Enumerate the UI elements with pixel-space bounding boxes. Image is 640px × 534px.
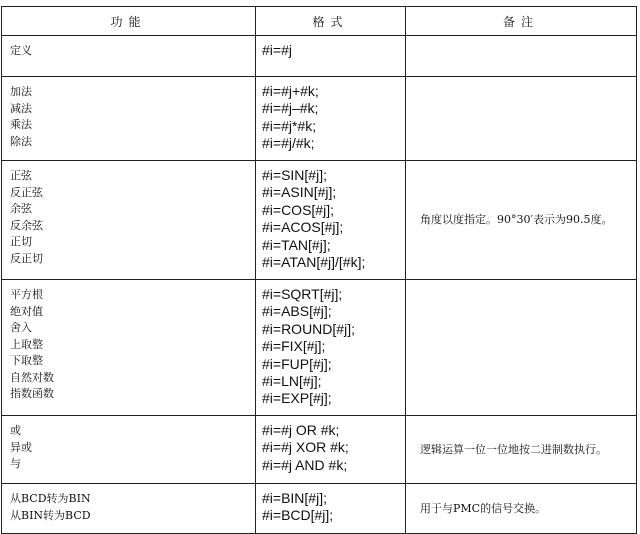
table-row	[2, 77, 637, 161]
function-name: 定义	[10, 44, 32, 57]
function-name: 乘法	[10, 118, 32, 131]
format-cell	[256, 484, 406, 534]
header-remarks: 备注	[406, 7, 637, 36]
format-line: #i=#j XOR #k;	[262, 439, 349, 456]
function-cell	[2, 416, 256, 484]
format-line: #i=#j AND #k;	[262, 456, 348, 473]
format-line: #i=ROUND[#j];	[262, 320, 355, 337]
header-function: 功能	[2, 7, 256, 36]
table-row	[2, 280, 637, 416]
function-name: 正弦	[10, 169, 32, 182]
format-cell	[256, 416, 406, 484]
format-line: #i=#j	[262, 42, 292, 58]
macro-function-table	[1, 6, 637, 534]
format-line: #i=SQRT[#j];	[262, 286, 343, 302]
function-cell	[2, 77, 256, 161]
format-line: #i=#j–#k;	[262, 100, 319, 117]
format-cell	[256, 77, 406, 161]
format-line: #i=SIN[#j];	[262, 167, 327, 183]
function-name: 自然对数	[10, 370, 54, 384]
function-name: 或	[10, 424, 21, 437]
format-line: #i=#j+#k;	[262, 83, 319, 99]
format-line: #i=COS[#j];	[262, 201, 334, 218]
remark-cell	[406, 280, 637, 416]
format-line: #i=LN[#j];	[262, 373, 322, 390]
format-line: #i=BIN[#j];	[262, 490, 327, 506]
function-cell	[2, 36, 256, 77]
format-cell	[256, 280, 406, 416]
format-line: #i=#j OR #k;	[262, 422, 340, 438]
function-cell	[2, 161, 256, 280]
function-name: 异或	[10, 440, 32, 454]
function-cell	[2, 484, 256, 534]
format-line: #i=#j*#k;	[262, 117, 317, 134]
function-name: 反余弦	[10, 218, 43, 232]
function-name: 上取整	[10, 337, 43, 351]
table-row	[2, 161, 637, 280]
function-name: 指数函数	[10, 387, 54, 400]
format-line: #i=TAN[#j];	[262, 236, 331, 253]
remark-cell	[406, 36, 637, 77]
function-name: 余弦	[10, 202, 32, 215]
format-line: #i=ACOS[#j];	[262, 219, 344, 236]
format-line: #i=FUP[#j];	[262, 355, 332, 372]
format-line: #i=ATAN[#j]/[#k];	[262, 254, 366, 271]
function-name: 加法	[10, 85, 32, 98]
function-name: 从BIN转为BCD	[10, 508, 91, 522]
remark-cell: 角度以度指定。90°30′表示为90.5度。	[406, 161, 637, 280]
remark-cell: 逻辑运算一位一位地按二进制数执行。	[406, 416, 637, 484]
header-format: 格式	[256, 7, 406, 36]
remark-cell: 用于与PMC的信号交换。	[406, 484, 637, 534]
function-name: 减法	[10, 101, 32, 115]
remark-cell	[406, 77, 637, 161]
table-row	[2, 484, 637, 534]
format-line: #i=FIX[#j];	[262, 338, 326, 355]
format-line: #i=#j/#k;	[262, 135, 315, 152]
function-name: 除法	[10, 134, 32, 148]
function-name: 反正弦	[10, 185, 43, 199]
format-cell	[256, 36, 406, 77]
format-line: #i=ASIN[#j];	[262, 184, 337, 201]
table-row	[2, 36, 637, 77]
format-cell	[256, 161, 406, 280]
function-name: 正切	[10, 235, 32, 248]
function-name: 反正切	[10, 251, 43, 265]
format-line: #i=BCD[#j];	[262, 507, 334, 524]
function-name: 绝对值	[10, 304, 43, 318]
function-name: 平方根	[10, 288, 43, 301]
function-name: 与	[10, 457, 21, 470]
function-name: 从BCD转为BIN	[10, 492, 91, 505]
table-row	[2, 416, 637, 484]
function-name: 舍入	[10, 321, 32, 334]
header-row	[2, 7, 637, 36]
format-line: #i=EXP[#j];	[262, 390, 332, 407]
function-cell	[2, 280, 256, 416]
function-name: 下取整	[10, 354, 43, 367]
format-line: #i=ABS[#j];	[262, 303, 332, 320]
